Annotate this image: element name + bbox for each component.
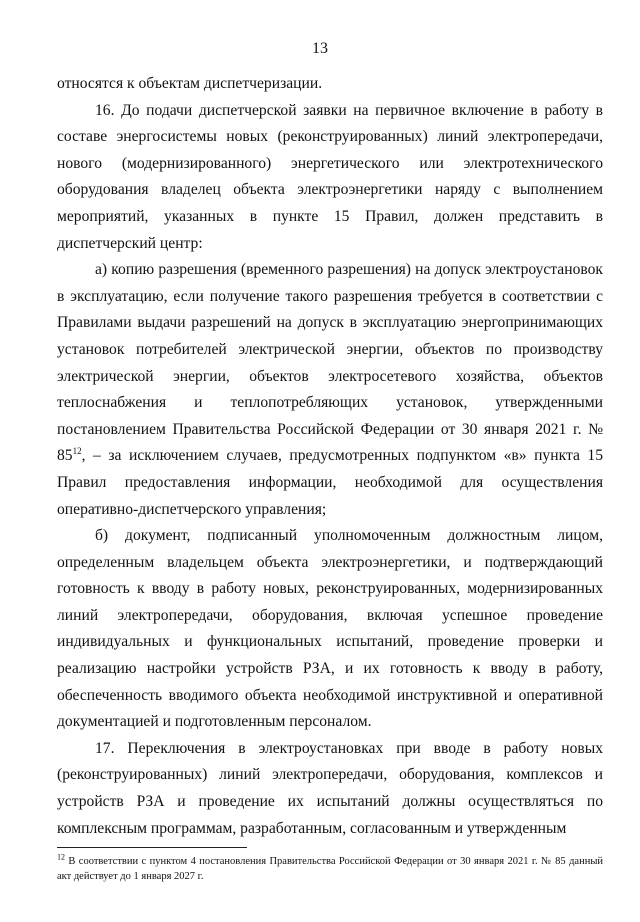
- paragraph-16-a-text: а) копию разрешения (временного разрешения) на допуск электроустановок в эксплуатацию, если получение такого разрешения требуется в соответствии с Правилами выдачи разрешений на допуск в эксплуатацию энергопринимающих установок потребителей электрической энергии, объектов по производству электрической энергии, объектов электросетевого хозяйства, объектов теплоснабжения и теплопотребляющих установок, утвержденными постановлением Правительства Российской Федерации от 30 января 2021 г. № 85: [57, 261, 603, 465]
- paragraph-continuation: относятся к объектам диспетчеризации.: [57, 75, 323, 92]
- footnote-reference[interactable]: 12: [72, 446, 82, 457]
- footnote: [57, 854, 603, 884]
- paragraph-16: 16. До подачи диспетчерской заявки на первичное включение в работу в составе энергосистемы новых (реконструированных) линий электропередачи, нового (модернизированного) энергетического или электротехнического оборудования владелец объекта электроэнергетики наряду с выполнением мероприятий, указанных в пункте 15 Правил, должен представить в диспетчерский центр:: [57, 101, 603, 252]
- paragraph-17: 17. Переключения в электроустановках при вводе в работу новых (реконструированных) линий электропередачи, оборудования, комплексов и устройств РЗА и проведение их испытаний должны осуществляться по комплексным программам, разработанным, согласованным и утвержденным: [57, 739, 603, 837]
- paragraph-16-b: б) документ, подписанный уполномоченным должностным лицом, определенным владельцем объекта электроэнергетики, и подтверждающий готовность к вводу в работу новых, реконструированных, модернизированных линий электропередачи, оборудования, включая успешное проведение индивидуальных и функциональных испытаний, проведение проверки и реализацию настройки устройств РЗА, и их готовность к вводу в работу, обеспеченность вводимого объекта необходимой инструктивной и оперативной документацией и подготовленным персоналом.: [57, 527, 603, 731]
- paragraph-16-a: [57, 257, 603, 523]
- footnote-divider: [57, 847, 247, 848]
- footnote-text: В соответствии с пунктом 4 постановления Правительства Российской Федерации от 30 января 2021 г. № 85 данный акт действует до 1 января 2027 г.: [57, 856, 603, 882]
- body-text: [57, 71, 603, 842]
- paragraph-16-a-tail: , – за исключением случаев, предусмотренных подпунктом «в» пункта 15 Правил предоставления информации, необходимой для осуществления оперативно-диспетчерского управления;: [57, 447, 603, 518]
- footnote-marker: 12: [57, 852, 65, 862]
- page-number: 13: [312, 40, 328, 57]
